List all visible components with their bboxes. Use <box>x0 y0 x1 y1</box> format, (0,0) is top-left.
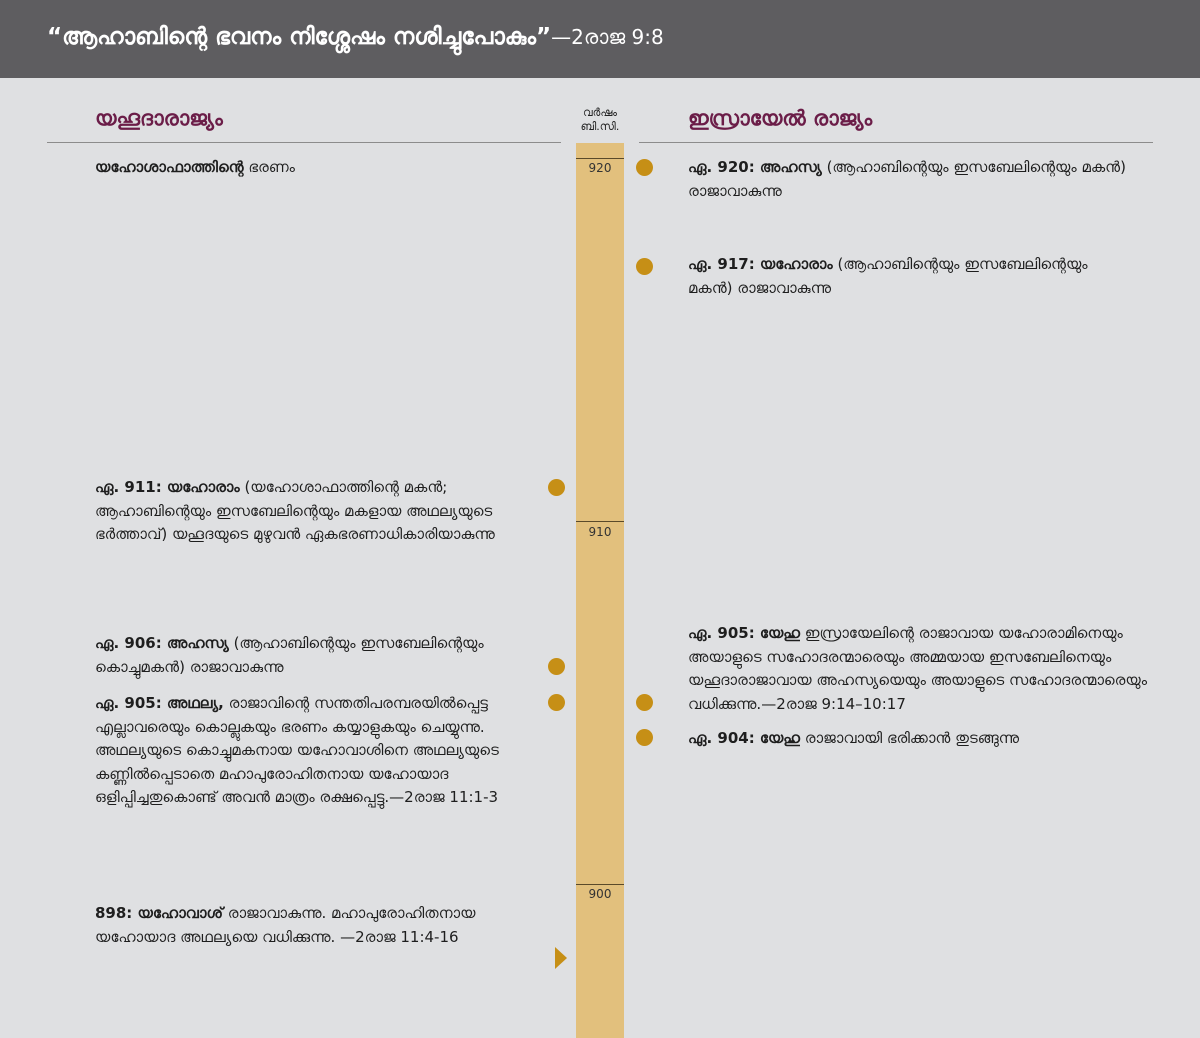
event-text: (ആഹാബിന്റെയും ഇസബേലിന്റെയും മകൻ) രാജാവാകുന്നു <box>688 158 1126 200</box>
judah-marker-905 <box>548 694 565 711</box>
judah-event-898 <box>95 902 527 949</box>
israel-marker-917 <box>636 258 653 275</box>
header-bar <box>0 0 1200 78</box>
year-heading <box>560 106 640 134</box>
event-heading: ഏ. 905: യേഹു <box>688 624 801 642</box>
quote-text: “ആഹാബിന്റെ ഭവനം നിശ്ശേഷം നശിച്ചുപോകും” <box>47 24 552 50</box>
header-quote <box>47 24 664 50</box>
event-text: ഭരണം <box>243 158 295 176</box>
event-heading: ഏ. 917: യഹോരാം <box>688 255 833 273</box>
event-heading: യഹോശാഫാത്തിന്റെ <box>95 158 244 176</box>
event-text: രാജാവായി ഭരിക്കാൻ തുടങ്ങുന്നു <box>800 729 1020 747</box>
israel-title: ഇസ്രായേൽ രാജ്യം <box>688 106 873 130</box>
tick-910 <box>576 521 624 522</box>
judah-marker-898-arrow <box>555 947 567 969</box>
event-heading: 898: യഹോവാശ് <box>95 904 223 922</box>
judah-event-906 <box>95 632 515 679</box>
tick-label-920: 920 <box>588 161 612 175</box>
event-text: ഇസ്രായേലിന്റെ രാജാവായ യഹോരാമിനെയും അയാളുടെ സഹോദരന്മാരെയും അമ്മയായ ഇസബേലിനെയും യഹൂദാരാജാവായ അഹസ്യയെയും അയാളുടെ സഹോദരന്മാരെയും വധിക്കുന്നു.—2രാജ 9:14–10:17 <box>688 624 1147 713</box>
event-heading: ഏ. 906: അഹസ്യ <box>95 634 229 652</box>
israel-event-917 <box>688 253 1128 300</box>
year-heading-line2: ബി.സി. <box>580 120 620 133</box>
israel-marker-905 <box>636 694 653 711</box>
quote-reference: —2രാജ 9:8 <box>551 25 664 49</box>
event-text: രാജാവാകുന്നു. മഹാപുരോഹിതനായ യഹോയാദ അഥല്യയെ വധിക്കുന്നു. —2രാജ 11:4-16 <box>95 904 476 946</box>
judah-event-911 <box>95 476 527 547</box>
judah-title: യഹൂദാരാജ്യം <box>95 106 223 130</box>
tick-label-900: 900 <box>588 887 612 901</box>
israel-event-920 <box>688 156 1158 203</box>
tick-900 <box>576 884 624 885</box>
tick-920 <box>576 158 624 159</box>
judah-event-jehoshaphat <box>95 156 535 180</box>
event-heading: ഏ. 920: അഹസ്യ <box>688 158 822 176</box>
judah-marker-911 <box>548 479 565 496</box>
event-heading: ഏ. 911: യഹോരാം <box>95 478 240 496</box>
event-text: (ആഹാബിന്റെയും ഇസബേലിന്റെയും കൊച്ചുമകൻ) രാജാവാകുന്നു <box>95 634 484 676</box>
israel-marker-920 <box>636 159 653 176</box>
event-heading: ഏ. 904: യേഹു <box>688 729 801 747</box>
event-heading: ഏ. 905: അഥല്യ, <box>95 694 224 712</box>
event-text: (യഹോശാഫാത്തിന്റെ മകൻ; ആഹാബിന്റെയും ഇസബേലിന്റെയും മകളായ അഥല്യയുടെ ഭർത്താവ്) യഹൂദയുടെ മുഴുവൻ ഏകഭരണാധികാരിയാകുന്നു <box>95 478 495 543</box>
israel-event-905 <box>688 622 1158 716</box>
left-divider <box>47 142 561 143</box>
event-text: രാജാവിന്റെ സന്തതിപരമ്പരയിൽപ്പെട്ട എല്ലാവരെയും കൊല്ലുകയും ഭരണം കയ്യാളുകയും ചെയ്യുന്നു. അഥല്യയുടെ കൊച്ചുമകനായ യഹോവാശിനെ അഥല്യയുടെ കണ്ണിൽപ്പെടാതെ മഹാപുരോഹിതനായ യഹോയാദ ഒളിപ്പിച്ചതുകൊണ്ട് അവൻ മാത്രം രക്ഷപ്പെട്ടു.—2രാജ 11:1-3 <box>95 694 499 806</box>
right-divider <box>639 142 1153 143</box>
event-text: (ആഹാബിന്റെയും ഇസബേലിന്റെയും മകൻ) രാജാവാകുന്നു <box>688 255 1088 297</box>
judah-marker-906 <box>548 658 565 675</box>
israel-marker-904 <box>636 729 653 746</box>
judah-event-905 <box>95 692 527 810</box>
year-heading-line1: വർഷം <box>582 106 618 119</box>
timeline-axis <box>576 143 624 1038</box>
israel-event-904 <box>688 727 1158 751</box>
tick-label-910: 910 <box>588 525 612 539</box>
